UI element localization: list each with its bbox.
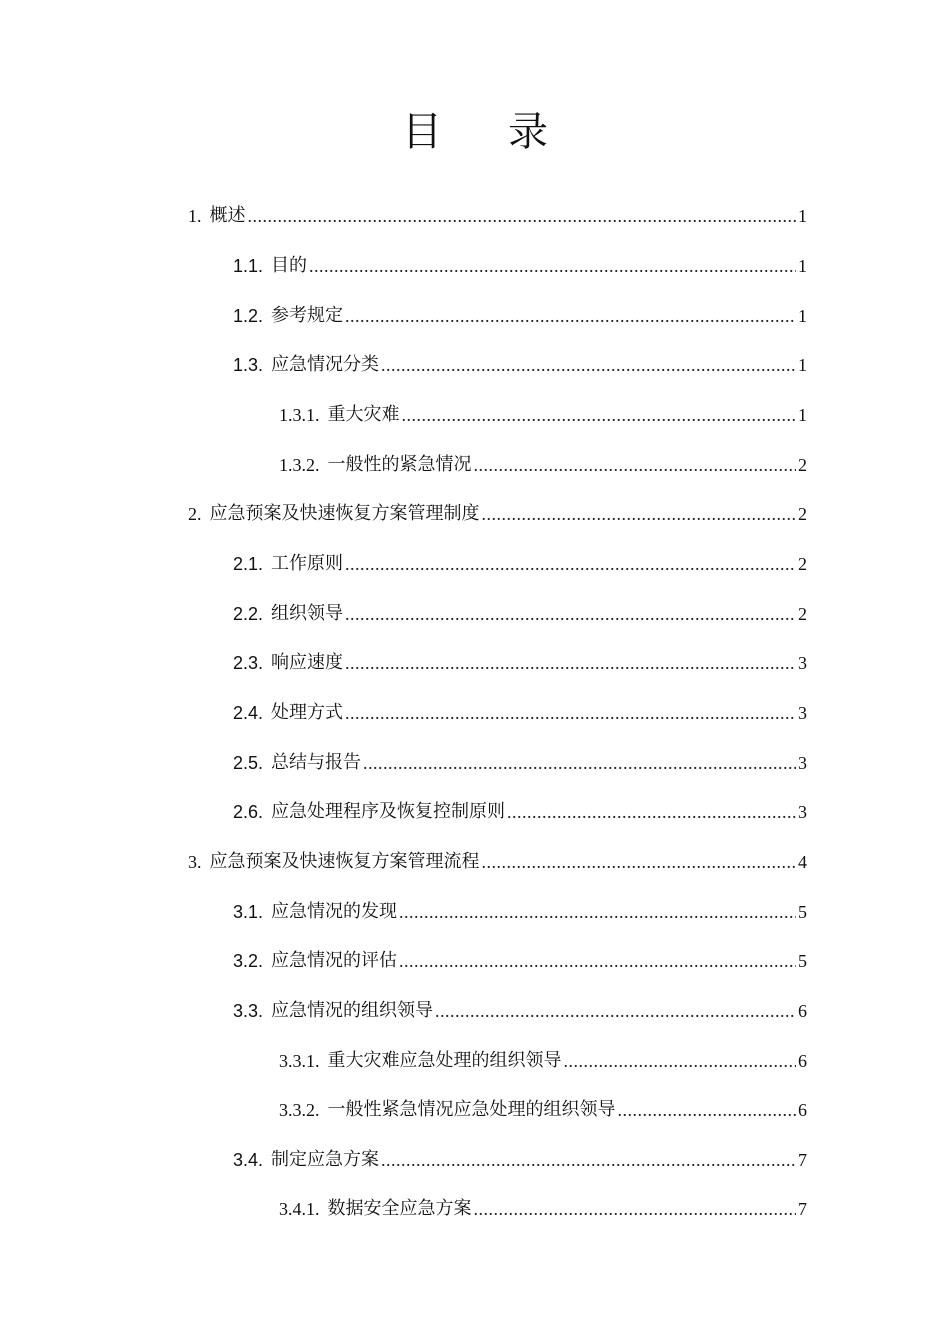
page-title-char-1: 目 — [402, 109, 442, 155]
toc-entry-page: 1 — [798, 206, 807, 226]
toc-entry-label: 响应速度 — [271, 652, 344, 673]
toc-entry-label: 参考规定 — [271, 305, 344, 326]
toc-entry-page: 3 — [798, 703, 807, 723]
toc-leader-dots — [618, 1098, 797, 1122]
toc-entry-number: 1.1. — [233, 256, 264, 276]
toc-entry[interactable] — [279, 1090, 807, 1122]
toc-entry[interactable] — [233, 743, 807, 775]
toc-leader-dots — [482, 850, 797, 874]
toc-entry-page: 7 — [798, 1150, 807, 1170]
toc-entry-number: 3.4. — [233, 1150, 264, 1170]
toc-entry[interactable] — [233, 892, 807, 924]
toc-entry-label: 工作原则 — [271, 553, 344, 574]
toc-entry-label: 处理方式 — [271, 702, 344, 723]
toc-leader-dots — [345, 701, 796, 725]
toc-leader-dots — [363, 751, 796, 775]
toc-entry-number: 1.3.1. — [279, 405, 320, 425]
toc-entry-number: 3.3. — [233, 1001, 264, 1021]
toc-entry[interactable] — [233, 941, 807, 973]
toc-entry-number: 3.2. — [233, 951, 264, 971]
toc-entry[interactable] — [188, 842, 807, 874]
toc-entry-page: 2 — [798, 554, 807, 574]
toc-entry[interactable] — [233, 991, 807, 1023]
toc-entry-label: 组织领导 — [271, 603, 344, 624]
toc-entry-number: 3.3.2. — [279, 1100, 320, 1120]
toc-entry-page: 3 — [798, 802, 807, 822]
toc-leader-dots — [474, 1197, 797, 1221]
toc-leader-dots — [402, 403, 797, 427]
toc-entry[interactable] — [188, 196, 807, 228]
toc-entry-page: 1 — [798, 405, 807, 425]
toc-entry[interactable] — [233, 345, 807, 377]
toc-leader-dots — [345, 602, 796, 626]
toc-leader-dots — [507, 800, 796, 824]
toc-entry[interactable] — [233, 594, 807, 626]
toc-entry-page: 3 — [798, 653, 807, 673]
toc-entry[interactable] — [233, 693, 807, 725]
toc-entry-label: 重大灾难 — [327, 404, 400, 425]
toc-leader-dots — [435, 999, 796, 1023]
toc-entry-label: 应急情况分类 — [271, 354, 380, 375]
toc-leader-dots — [564, 1049, 797, 1073]
toc-entry-label: 应急处理程序及恢复控制原则 — [271, 801, 506, 822]
toc-entry[interactable] — [279, 445, 807, 477]
toc-leader-dots — [474, 453, 797, 477]
toc-entry-label: 应急情况的组织领导 — [271, 1000, 434, 1021]
toc-entry-number: 3.3.1. — [279, 1051, 320, 1071]
toc-entry-label: 应急情况的发现 — [271, 901, 398, 922]
toc-entry-number: 1.3.2. — [279, 455, 320, 475]
toc-entry-page: 4 — [798, 852, 807, 872]
toc-entry-number: 3. — [188, 852, 202, 872]
toc-entry-page: 6 — [798, 1001, 807, 1021]
toc-entry[interactable] — [279, 395, 807, 427]
toc-entry-number: 2.6. — [233, 802, 264, 822]
toc-entry-number: 2.1. — [233, 554, 264, 574]
toc-entry-page: 2 — [798, 604, 807, 624]
toc-entry-page: 2 — [798, 504, 807, 524]
toc-leader-dots — [381, 1148, 796, 1172]
toc-entry-page: 1 — [798, 256, 807, 276]
toc-leader-dots — [345, 304, 796, 328]
toc-entry[interactable] — [188, 494, 807, 526]
toc-entry-label: 目的 — [271, 255, 308, 276]
toc-entry-label: 一般性的紧急情况 — [327, 454, 472, 475]
toc-leader-dots — [399, 900, 796, 924]
toc-leader-dots — [248, 204, 797, 228]
toc-entry[interactable] — [233, 643, 807, 675]
page-title-char-2: 录 — [508, 109, 548, 155]
toc-entry-number: 2. — [188, 504, 202, 524]
toc-leader-dots — [309, 254, 796, 278]
toc-entry-number: 3.1. — [233, 902, 264, 922]
toc-entry-label: 一般性紧急情况应急处理的组织领导 — [327, 1099, 616, 1120]
toc-entry[interactable] — [233, 544, 807, 576]
toc-entry-label: 重大灾难应急处理的组织领导 — [327, 1050, 562, 1071]
toc-entry[interactable] — [233, 1140, 807, 1172]
toc-entry[interactable] — [233, 296, 807, 328]
toc-entry-number: 1.2. — [233, 306, 264, 326]
toc-entry-page: 7 — [798, 1199, 807, 1219]
page-title — [0, 104, 950, 160]
toc-entry-number: 2.2. — [233, 604, 264, 624]
toc-entry[interactable] — [233, 246, 807, 278]
toc-entry-number: 2.4. — [233, 703, 264, 723]
toc-leader-dots — [482, 502, 797, 526]
toc-entry-number: 1.3. — [233, 355, 264, 375]
toc-entry[interactable] — [233, 792, 807, 824]
toc-entry-number: 1. — [188, 206, 202, 226]
toc-entry-label: 概述 — [209, 205, 246, 226]
toc-entry[interactable] — [279, 1189, 807, 1221]
toc-entry-label: 应急预案及快速恢复方案管理制度 — [209, 503, 480, 524]
toc-entry-number: 2.5. — [233, 753, 264, 773]
toc-entry-page: 3 — [798, 753, 807, 773]
toc-entry-number: 3.4.1. — [279, 1199, 320, 1219]
toc-entry-page: 2 — [798, 455, 807, 475]
toc-entry-page: 1 — [798, 355, 807, 375]
toc-entry-page: 5 — [798, 902, 807, 922]
toc-entry-page: 6 — [798, 1051, 807, 1071]
toc-entry-number: 2.3. — [233, 653, 264, 673]
toc-entry-label: 应急预案及快速恢复方案管理流程 — [209, 851, 480, 872]
toc-entry-page: 6 — [798, 1100, 807, 1120]
toc-leader-dots — [345, 552, 796, 576]
toc-leader-dots — [381, 353, 796, 377]
toc-entry-label: 总结与报告 — [271, 752, 362, 773]
toc-entry-label: 数据安全应急方案 — [327, 1198, 472, 1219]
toc-entry[interactable] — [279, 1041, 807, 1073]
toc-entry-page: 5 — [798, 951, 807, 971]
toc-entry-label: 应急情况的评估 — [271, 950, 398, 971]
toc-leader-dots — [345, 651, 796, 675]
toc-entry-page: 1 — [798, 306, 807, 326]
toc-entry-label: 制定应急方案 — [271, 1149, 380, 1170]
toc-leader-dots — [399, 949, 796, 973]
